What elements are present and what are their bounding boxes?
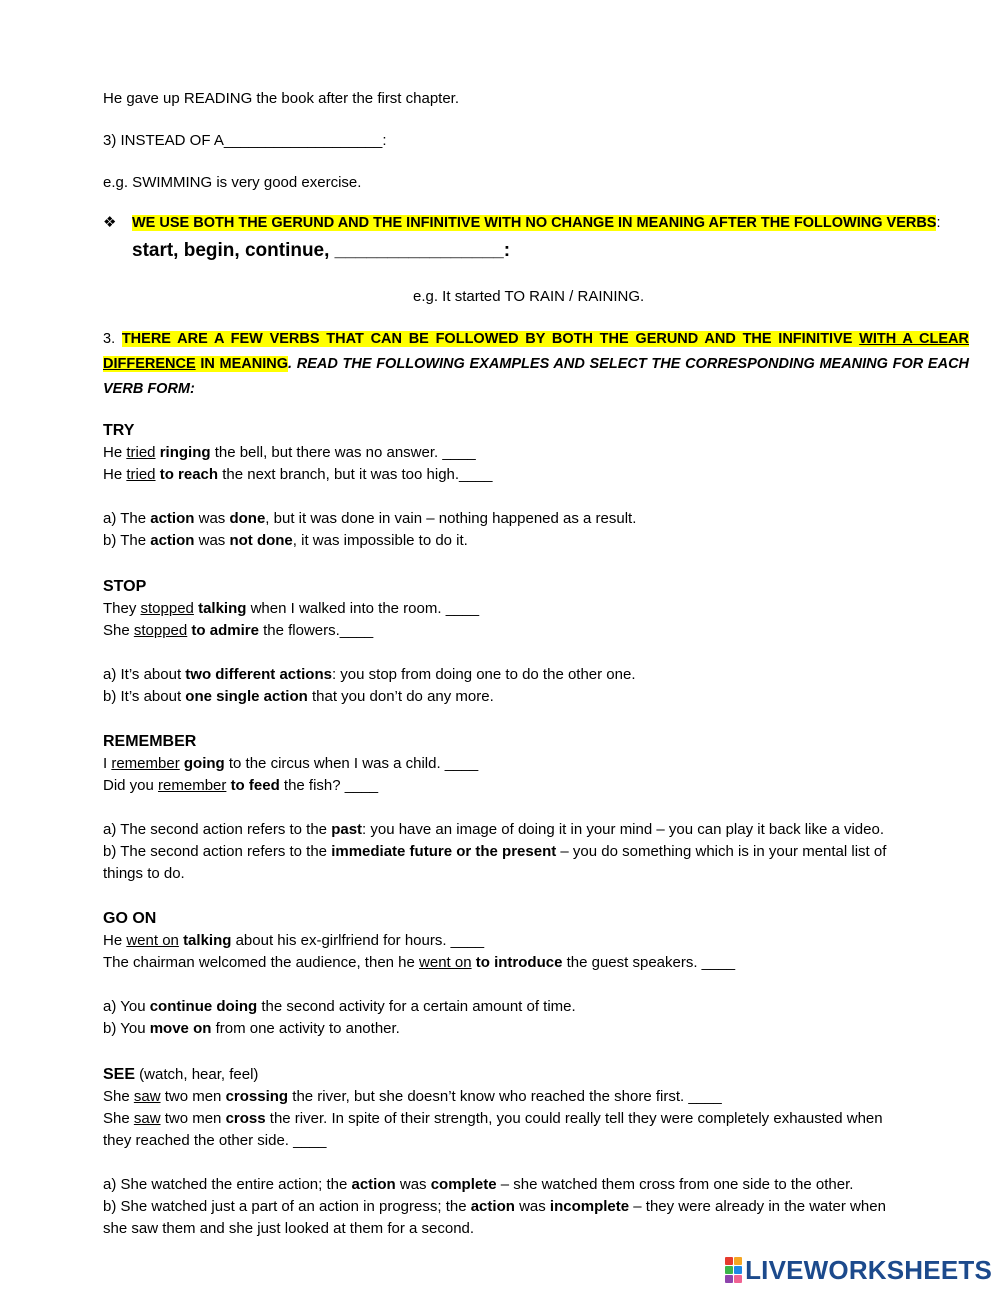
- try-sentence-1: He tried ringing the bell, but there was no answer. ____: [103, 444, 476, 461]
- go-on-sentence-2: The chairman welcomed the audience, then he went on to introduce the guest speakers. ____: [103, 954, 736, 971]
- see-meaning-a: a) She watched the entire action; the action was complete – she watched them cross from one side to the other.: [103, 1176, 854, 1193]
- try-sentence-2: He tried to reach the next branch, but it was too high.____: [103, 466, 493, 483]
- see-meaning-b: b) She watched just a part of an action in progress; the action was incomplete – they were already in the water when: [103, 1198, 886, 1215]
- go-on-heading: GO ON: [103, 910, 157, 927]
- remember-sentence-2: Did you remember to feed the fish? ____: [103, 777, 379, 794]
- stop-meaning-b: b) It’s about one single action that you don’t do any more.: [103, 688, 494, 705]
- stop-sentence-2: She stopped to admire the flowers.____: [103, 622, 374, 639]
- example-give-up: He gave up READING the book after the first chapter.: [103, 90, 460, 107]
- try-meaning-b: b) The action was not done, it was impossible to do it.: [103, 532, 468, 549]
- logo-block: [725, 1266, 733, 1274]
- logo-blocks-icon: [725, 1257, 742, 1283]
- stop-meaning-a: a) It’s about two different actions: you stop from doing one to do the other one.: [103, 666, 636, 683]
- see-sentence-2: She saw two men cross the river. In spite of their strength, you could really tell they were completely exhausted when: [103, 1110, 883, 1127]
- logo-block: [725, 1257, 733, 1265]
- try-heading: TRY: [103, 422, 135, 439]
- remember-sentence-1: I remember going to the circus when I was a child. ____: [103, 755, 479, 772]
- stop-sentence-1: They stopped talking when I walked into the room. ____: [103, 600, 480, 617]
- both-forms-verbs: start, begin, continue, ________________:: [132, 240, 511, 261]
- liveworksheets-logo: [725, 1255, 992, 1285]
- logo-block: [725, 1275, 733, 1283]
- go-on-meaning-a: a) You continue doing the second activity for a certain amount of time.: [103, 998, 576, 1015]
- remember-meaning-a: a) The second action refers to the past: you have an image of doing it in your mind – you can play it back like a video.: [103, 821, 884, 838]
- logo-block: [734, 1275, 742, 1283]
- see-sentence-2-cont: they reached the other side. ____: [103, 1132, 327, 1149]
- both-forms-rule: WE USE BOTH THE GERUND AND THE INFINITIVE WITH NO CHANGE IN MEANING AFTER THE FOLLOWING VERBS:: [132, 215, 941, 231]
- go-on-meaning-b: b) You move on from one activity to another.: [103, 1020, 400, 1037]
- example-rain: e.g. It started TO RAIN / RAINING.: [413, 288, 645, 305]
- logo-block: [734, 1266, 742, 1274]
- logo-block: [734, 1257, 742, 1265]
- remember-heading: REMEMBER: [103, 733, 197, 750]
- try-meaning-a: a) The action was done, but it was done in vain – nothing happened as a result.: [103, 510, 637, 527]
- instead-of-line: 3) INSTEAD OF A___________________:: [103, 132, 387, 149]
- logo-text: LIVEWORKSHEETS: [745, 1254, 992, 1285]
- section-3-instructions: 3. THERE ARE A FEW VERBS THAT CAN BE FOLLOWED BY BOTH THE GERUND AND THE INFINITIVE WITH A CLEAR DIFFERENCE IN MEANING. READ THE FOLLOWING EXAMPLES AND SELECT THE CORRESPONDING MEANING FOR EACH VERB FORM:: [103, 331, 970, 397]
- example-swimming: e.g. SWIMMING is very good exercise.: [103, 174, 362, 191]
- go-on-sentence-1: He went on talking about his ex-girlfriend for hours. ____: [103, 932, 485, 949]
- diamond-bullet-icon: ❖: [103, 214, 117, 231]
- see-meaning-b-cont: she saw them and she just looked at them for a second.: [103, 1220, 475, 1237]
- see-heading: SEE (watch, hear, feel): [103, 1066, 259, 1083]
- stop-heading: STOP: [103, 578, 147, 595]
- remember-meaning-b-cont: things to do.: [103, 865, 185, 882]
- see-sentence-1: She saw two men crossing the river, but she doesn’t know who reached the shore first. ____: [103, 1088, 722, 1105]
- remember-meaning-b: b) The second action refers to the immediate future or the present – you do something which is in your mental list of: [103, 843, 887, 860]
